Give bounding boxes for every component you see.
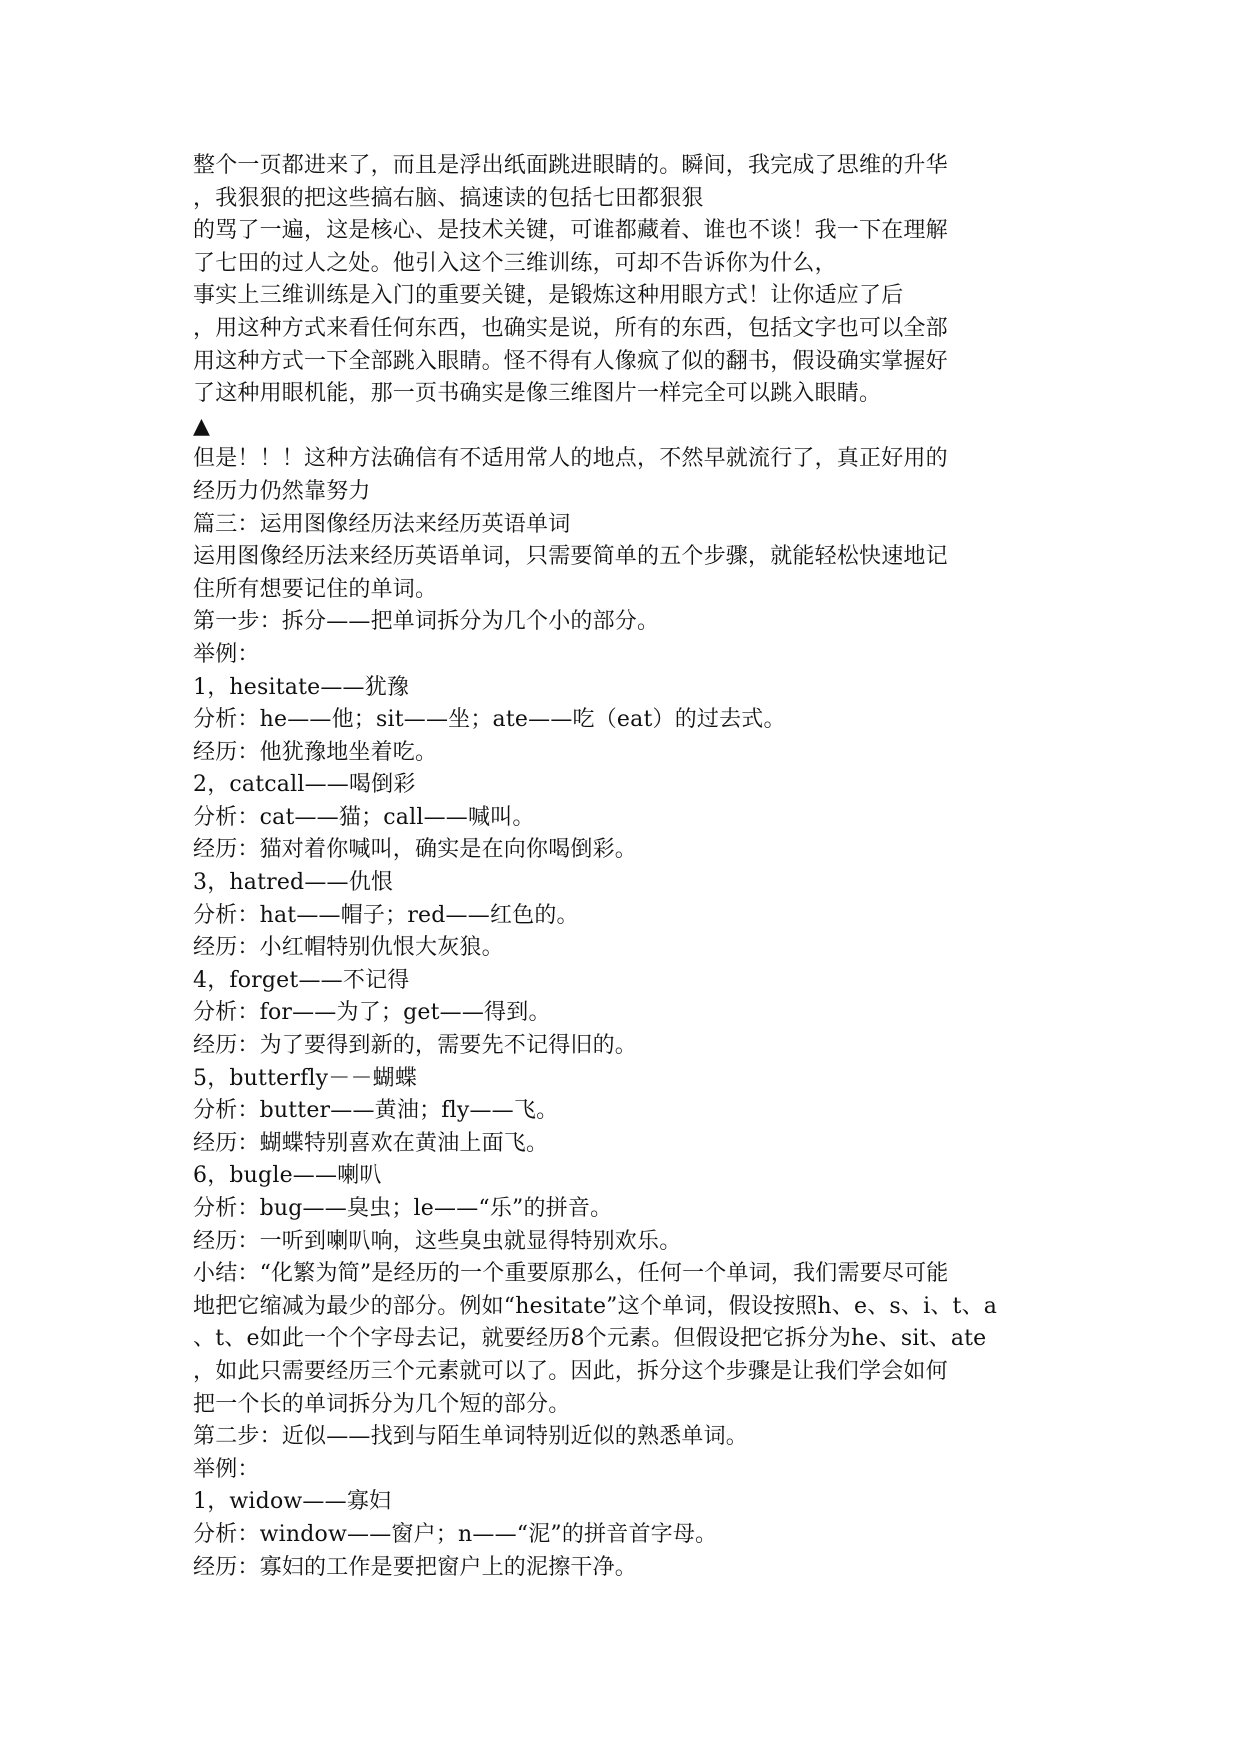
example-memory: 经历：猫对着你喊叫，确实是在向你喝倒彩。: [193, 837, 638, 863]
text-line: ，我狠狠的把这些搞右脑、搞速读的包括七田都狠狠: [193, 185, 704, 211]
summary-line: 、t、e如此一个个字母去记，就要经历8个元素。但假设把它拆分为he、sit、ate: [193, 1326, 987, 1352]
triangle-marker: ▲: [193, 413, 211, 439]
example-analysis: 分析：hat——帽子；red——红色的。: [193, 902, 579, 928]
text-line: 的骂了一遍，这是核心、是技术关键，可谁都藏着、谁也不谈！我一下在理解: [193, 218, 948, 244]
document-page: [193, 150, 1053, 1584]
text-line: 但是！！！这种方法确信有不适用常人的地点，不然早就流行了，真正好用的: [193, 446, 948, 472]
example-memory: 经历：一听到喇叭响，这些臭虫就显得特别欢乐。: [193, 1228, 682, 1254]
example-memory: 经历：蝴蝶特别喜欢在黄油上面飞。: [193, 1130, 549, 1156]
summary-line: 把一个长的单词拆分为几个短的部分。: [193, 1391, 571, 1417]
text-line: 运用图像经历法来经历英语单词，只需要简单的五个步骤，就能轻松快速地记: [193, 544, 948, 570]
example-analysis: 分析：he——他；sit——坐；ate——吃（eat）的过去式。: [193, 707, 786, 733]
example-analysis: 分析：window——窗户；n——“泥”的拼音首字母。: [193, 1521, 718, 1547]
example-analysis: 分析：bug——臭虫；le——“乐”的拼音。: [193, 1196, 613, 1221]
text-line: 整个一页都进来了，而且是浮出纸面跳进眼睛的。瞬间，我完成了思维的升华: [193, 153, 948, 178]
example-word: 2，catcall——喝倒彩: [193, 772, 416, 798]
text-line: 用这种方式一下全部跳入眼睛。怪不得有人像疯了似的翻书，假设确实掌握好: [193, 348, 948, 374]
step-heading: 第二步：近似——找到与陌生单词特别近似的熟悉单词。: [193, 1424, 749, 1450]
example-label: 举例：: [193, 1456, 260, 1482]
text-line: 了这种用眼机能，那一页书确实是像三维图片一样完全可以跳入眼睛。: [193, 381, 882, 407]
example-analysis: 分析：for——为了；get——得到。: [193, 1000, 551, 1026]
example-word: 4，forget——不记得: [193, 967, 410, 993]
text-line: ，用这种方式来看任何东西，也确实是说，所有的东西，包括文字也可以全部: [193, 315, 948, 341]
example-word: 6，bugle——喇叭: [193, 1163, 382, 1189]
text-line: 了七田的过人之处。他引入这个三维训练，可却不告诉你为什么，: [193, 250, 837, 276]
text-line: 事实上三维训练是入门的重要关键，是锻炼这种用眼方式！让你适应了后: [193, 283, 904, 309]
example-memory: 经历：小红帽特别仇恨大灰狼。: [193, 935, 504, 961]
example-label: 举例：: [193, 641, 260, 667]
summary-line: 小结：“化繁为简”是经历的一个重要原那么，任何一个单词，我们需要尽可能: [193, 1261, 949, 1287]
example-memory: 经历：为了要得到新的，需要先不记得旧的。: [193, 1033, 638, 1059]
example-analysis: 分析：cat——猫；call——喊叫。: [193, 804, 535, 830]
example-word: 3，hatred——仇恨: [193, 870, 394, 896]
summary-line: ，如此只需要经历三个元素就可以了。因此，拆分这个步骤是让我们学会如何: [193, 1358, 948, 1384]
text-line: 住所有想要记住的单词。: [193, 576, 438, 602]
step-heading: 第一步：拆分——把单词拆分为几个小的部分。: [193, 609, 660, 635]
summary-line: 地把它缩减为最少的部分。例如“hesitate”这个单词，假设按照h、e、s、i、t、a: [193, 1293, 998, 1319]
text-line: 经历力仍然靠努力: [193, 478, 371, 504]
example-word: 1，hesitate——犹豫: [193, 674, 410, 700]
example-memory: 经历：寡妇的工作是要把窗户上的泥擦干净。: [193, 1554, 638, 1580]
example-word: 1，widow——寡妇: [193, 1489, 392, 1515]
example-memory: 经历：他犹豫地坐着吃。: [193, 739, 438, 765]
example-analysis: 分析：butter——黄油；fly——飞。: [193, 1098, 559, 1124]
example-word: 5，butterfly－－蝴蝶: [193, 1065, 418, 1091]
section-heading: 篇三：运用图像经历法来经历英语单词: [193, 511, 571, 537]
